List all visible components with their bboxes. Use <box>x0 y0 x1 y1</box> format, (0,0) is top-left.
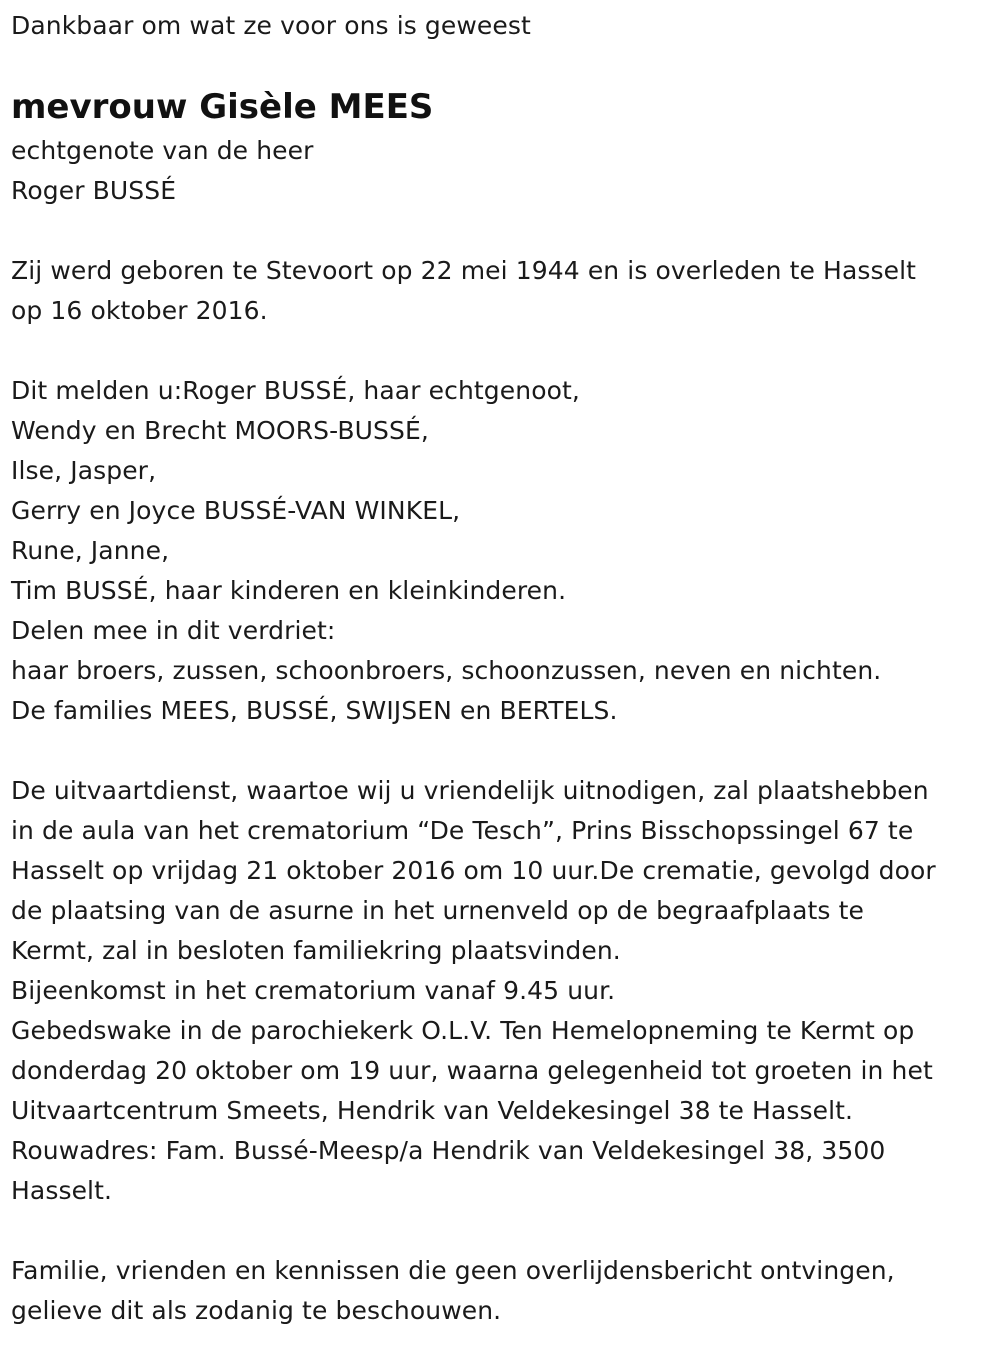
paragraph-line: de plaatsing van de asurne in het urnenveld op de begraafplaats te <box>11 896 864 925</box>
paragraph-line: Wendy en Brecht MOORS-BUSSÉ, <box>11 416 429 445</box>
paragraph-line: in de aula van het crematorium “De Tesch”, Prins Bisschopssingel 67 te <box>11 816 914 845</box>
paragraph-gap <box>11 211 991 251</box>
closing-paragraph <box>11 1251 991 1331</box>
spouse-line: Roger BUSSÉ <box>11 176 177 205</box>
intro-line: Dankbaar om wat ze voor ons is geweest <box>11 11 531 40</box>
service-paragraph <box>11 771 991 1211</box>
deceased-name: mevrouw Gisèle MEES <box>11 87 434 127</box>
paragraph-gap <box>11 1211 991 1251</box>
paragraph-line: De uitvaartdienst, waartoe wij u vriendelijk uitnodigen, zal plaatshebben <box>11 776 929 805</box>
paragraph-line: Familie, vrienden en kennissen die geen overlijdensbericht ontvingen, <box>11 1256 895 1285</box>
paragraph-line: Gebedswake in de parochiekerk O.L.V. Ten Hemelopneming te Kermt op <box>11 1016 915 1045</box>
paragraph-gap <box>11 331 991 371</box>
paragraph-line: Ilse, Jasper, <box>11 456 157 485</box>
paragraph-line: Bijeenkomst in het crematorium vanaf 9.45 uur. <box>11 976 616 1005</box>
spouse-line: echtgenote van de heer <box>11 136 314 165</box>
paragraph-line: donderdag 20 oktober om 19 uur, waarna gelegenheid tot groeten in het <box>11 1056 933 1085</box>
paragraph-line: Zij werd geboren te Stevoort op 22 mei 1944 en is overleden te Hasselt <box>11 256 917 285</box>
paragraph-line: Kermt, zal in besloten familiekring plaatsvinden. <box>11 936 621 965</box>
paragraph-line: Rune, Janne, <box>11 536 170 565</box>
paragraph-line: Delen mee in dit verdriet: <box>11 616 336 645</box>
birth-death-paragraph <box>11 251 991 331</box>
paragraph-gap <box>11 731 991 771</box>
paragraph-line: Hasselt op vrijdag 21 oktober 2016 om 10 uur.De crematie, gevolgd door <box>11 856 936 885</box>
paragraph-line: De families MEES, BUSSÉ, SWIJSEN en BERTELS. <box>11 696 618 725</box>
paragraph-line: Tim BUSSÉ, haar kinderen en kleinkinderen. <box>11 576 567 605</box>
paragraph-line: Hasselt. <box>11 1176 113 1205</box>
paragraph-line: Uitvaartcentrum Smeets, Hendrik van Veldekesingel 38 te Hasselt. <box>11 1096 854 1125</box>
family-paragraph <box>11 371 991 731</box>
paragraph-line: gelieve dit als zodanig te beschouwen. <box>11 1296 502 1325</box>
paragraph-line: Rouwadres: Fam. Bussé-Meesp/a Hendrik van Veldekesingel 38, 3500 <box>11 1136 886 1165</box>
paragraph-line: Dit melden u:Roger BUSSÉ, haar echtgenoot, <box>11 376 580 405</box>
spouse-block <box>11 131 991 211</box>
paragraph-line: op 16 oktober 2016. <box>11 296 268 325</box>
paragraph-line: Gerry en Joyce BUSSÉ-VAN WINKEL, <box>11 496 461 525</box>
paragraph-line: haar broers, zussen, schoonbroers, schoonzussen, neven en nichten. <box>11 656 882 685</box>
obituary-notice <box>11 6 991 1331</box>
